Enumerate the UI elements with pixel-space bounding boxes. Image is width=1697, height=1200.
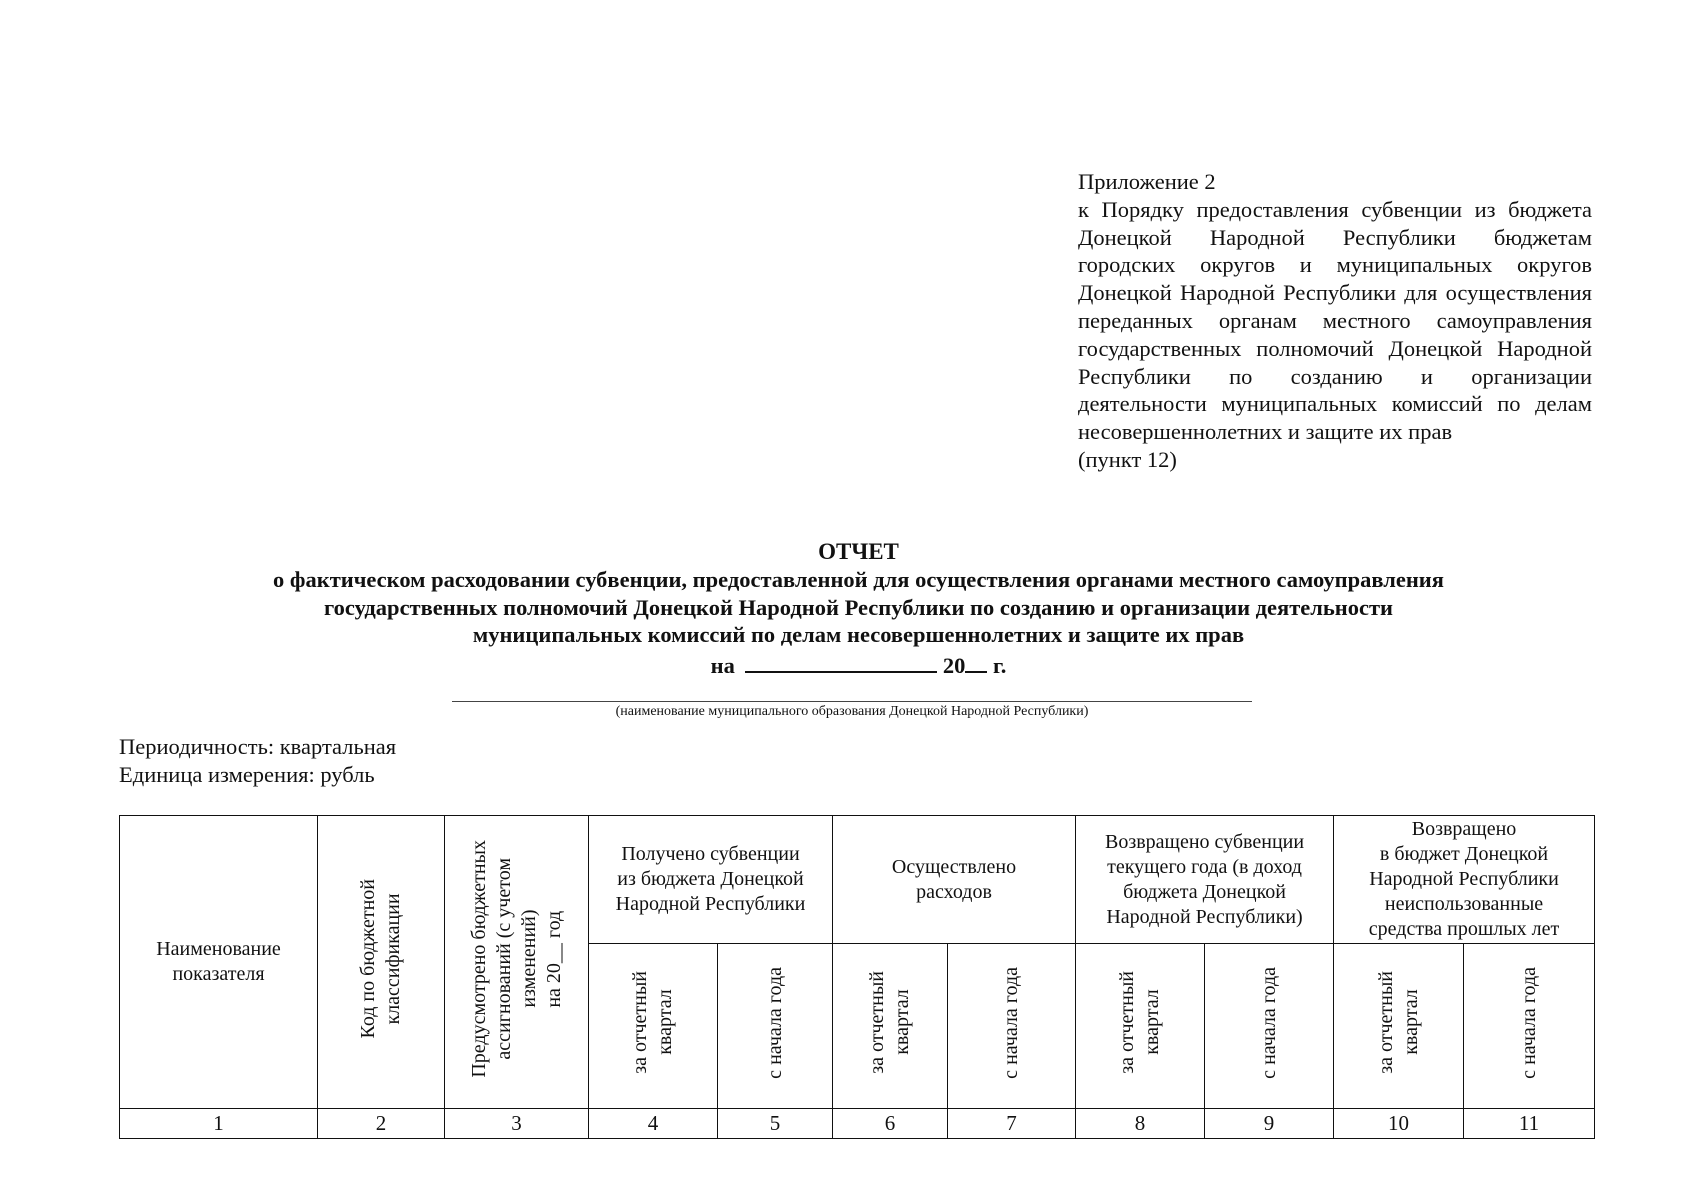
report-date-line xyxy=(180,649,1537,680)
date-suffix: г. xyxy=(993,653,1007,679)
periodicity: Периодичность: квартальная xyxy=(119,734,397,759)
report-table xyxy=(119,815,1595,1139)
header-returned-current: Возвращено субвенции текущего года (в доход бюджета Донецкой Народной Республики) xyxy=(1076,816,1334,944)
header-row-1 xyxy=(120,816,1595,944)
col-number: 1 xyxy=(120,1109,318,1139)
date-blank xyxy=(745,649,937,673)
sub-spent-year: с начала года xyxy=(948,944,1076,1109)
col-number: 9 xyxy=(1205,1109,1334,1139)
header-planned-allocations: Предусмотрено бюджетных ассигнований (с учетом изменений) на 20__ год xyxy=(445,816,589,1109)
date-prefix: на xyxy=(710,653,735,679)
sub-returned-current-year: с начала года xyxy=(1205,944,1334,1109)
col-number: 5 xyxy=(718,1109,833,1139)
date-year: 20 xyxy=(942,653,966,679)
header-received: Получено субвенции из бюджета Донецкой Народной Республики xyxy=(589,816,833,944)
sub-received-year: с начала года xyxy=(718,944,833,1109)
appendix-block xyxy=(1078,168,1592,474)
report-heading: ОТЧЕТ xyxy=(818,539,899,564)
col-number: 6 xyxy=(833,1109,948,1139)
col-number: 11 xyxy=(1464,1109,1595,1139)
col-number: 8 xyxy=(1076,1109,1205,1139)
appendix-title: Приложение 2 xyxy=(1078,169,1216,194)
col-number: 2 xyxy=(318,1109,445,1139)
municipality-line xyxy=(452,701,1252,702)
appendix-point: (пункт 12) xyxy=(1078,446,1177,472)
report-title-block xyxy=(180,538,1537,680)
report-meta xyxy=(119,733,396,789)
sub-received-quarter: за отчетный квартал xyxy=(589,944,718,1109)
municipality-caption: (наименование муниципального образования Донецкой Народной Республики) xyxy=(615,704,1089,719)
unit-of-measure: Единица измерения: рубль xyxy=(119,762,375,787)
sub-returned-current-quarter: за отчетный квартал xyxy=(1076,944,1205,1109)
col-number: 3 xyxy=(445,1109,589,1139)
report-title-line-1: о фактическом расходовании субвенции, предоставленной для осуществления органами местного самоуправления xyxy=(273,566,1444,592)
header-indicator-name: Наименование показателя xyxy=(120,816,318,1109)
col-number: 10 xyxy=(1334,1109,1464,1139)
appendix-body: к Порядку предоставления субвенции из бюджета Донецкой Народной Республики бюджетам городских округов и муниципальных округов Донецкой Народной Республики для осуществления переданных органам местного самоуправления государственных полномочий Донецкой Народной Республики по созданию и организации деятельности муниципальных комиссий по делам несовершеннолетних и защите их прав xyxy=(1078,196,1592,445)
sub-returned-past-quarter: за отчетный квартал xyxy=(1334,944,1464,1109)
header-returned-past: Возвращено в бюджет Донецкой Народной Республики неиспользованные средства прошлых лет xyxy=(1334,816,1595,944)
column-number-row xyxy=(120,1109,1595,1139)
report-title-line-2: государственных полномочий Донецкой Народной Республики по созданию и организации деятельности xyxy=(324,594,1393,620)
year-blank xyxy=(965,649,987,673)
sub-spent-quarter: за отчетный квартал xyxy=(833,944,948,1109)
header-spent: Осуществлено расходов xyxy=(833,816,1076,944)
report-title-line-3: муниципальных комиссий по делам несовершеннолетних и защите их прав xyxy=(472,622,1245,648)
header-budget-code: Код по бюджетной классификации xyxy=(318,816,445,1109)
sub-returned-past-year: с начала года xyxy=(1464,944,1595,1109)
col-number: 4 xyxy=(589,1109,718,1139)
col-number: 7 xyxy=(948,1109,1076,1139)
